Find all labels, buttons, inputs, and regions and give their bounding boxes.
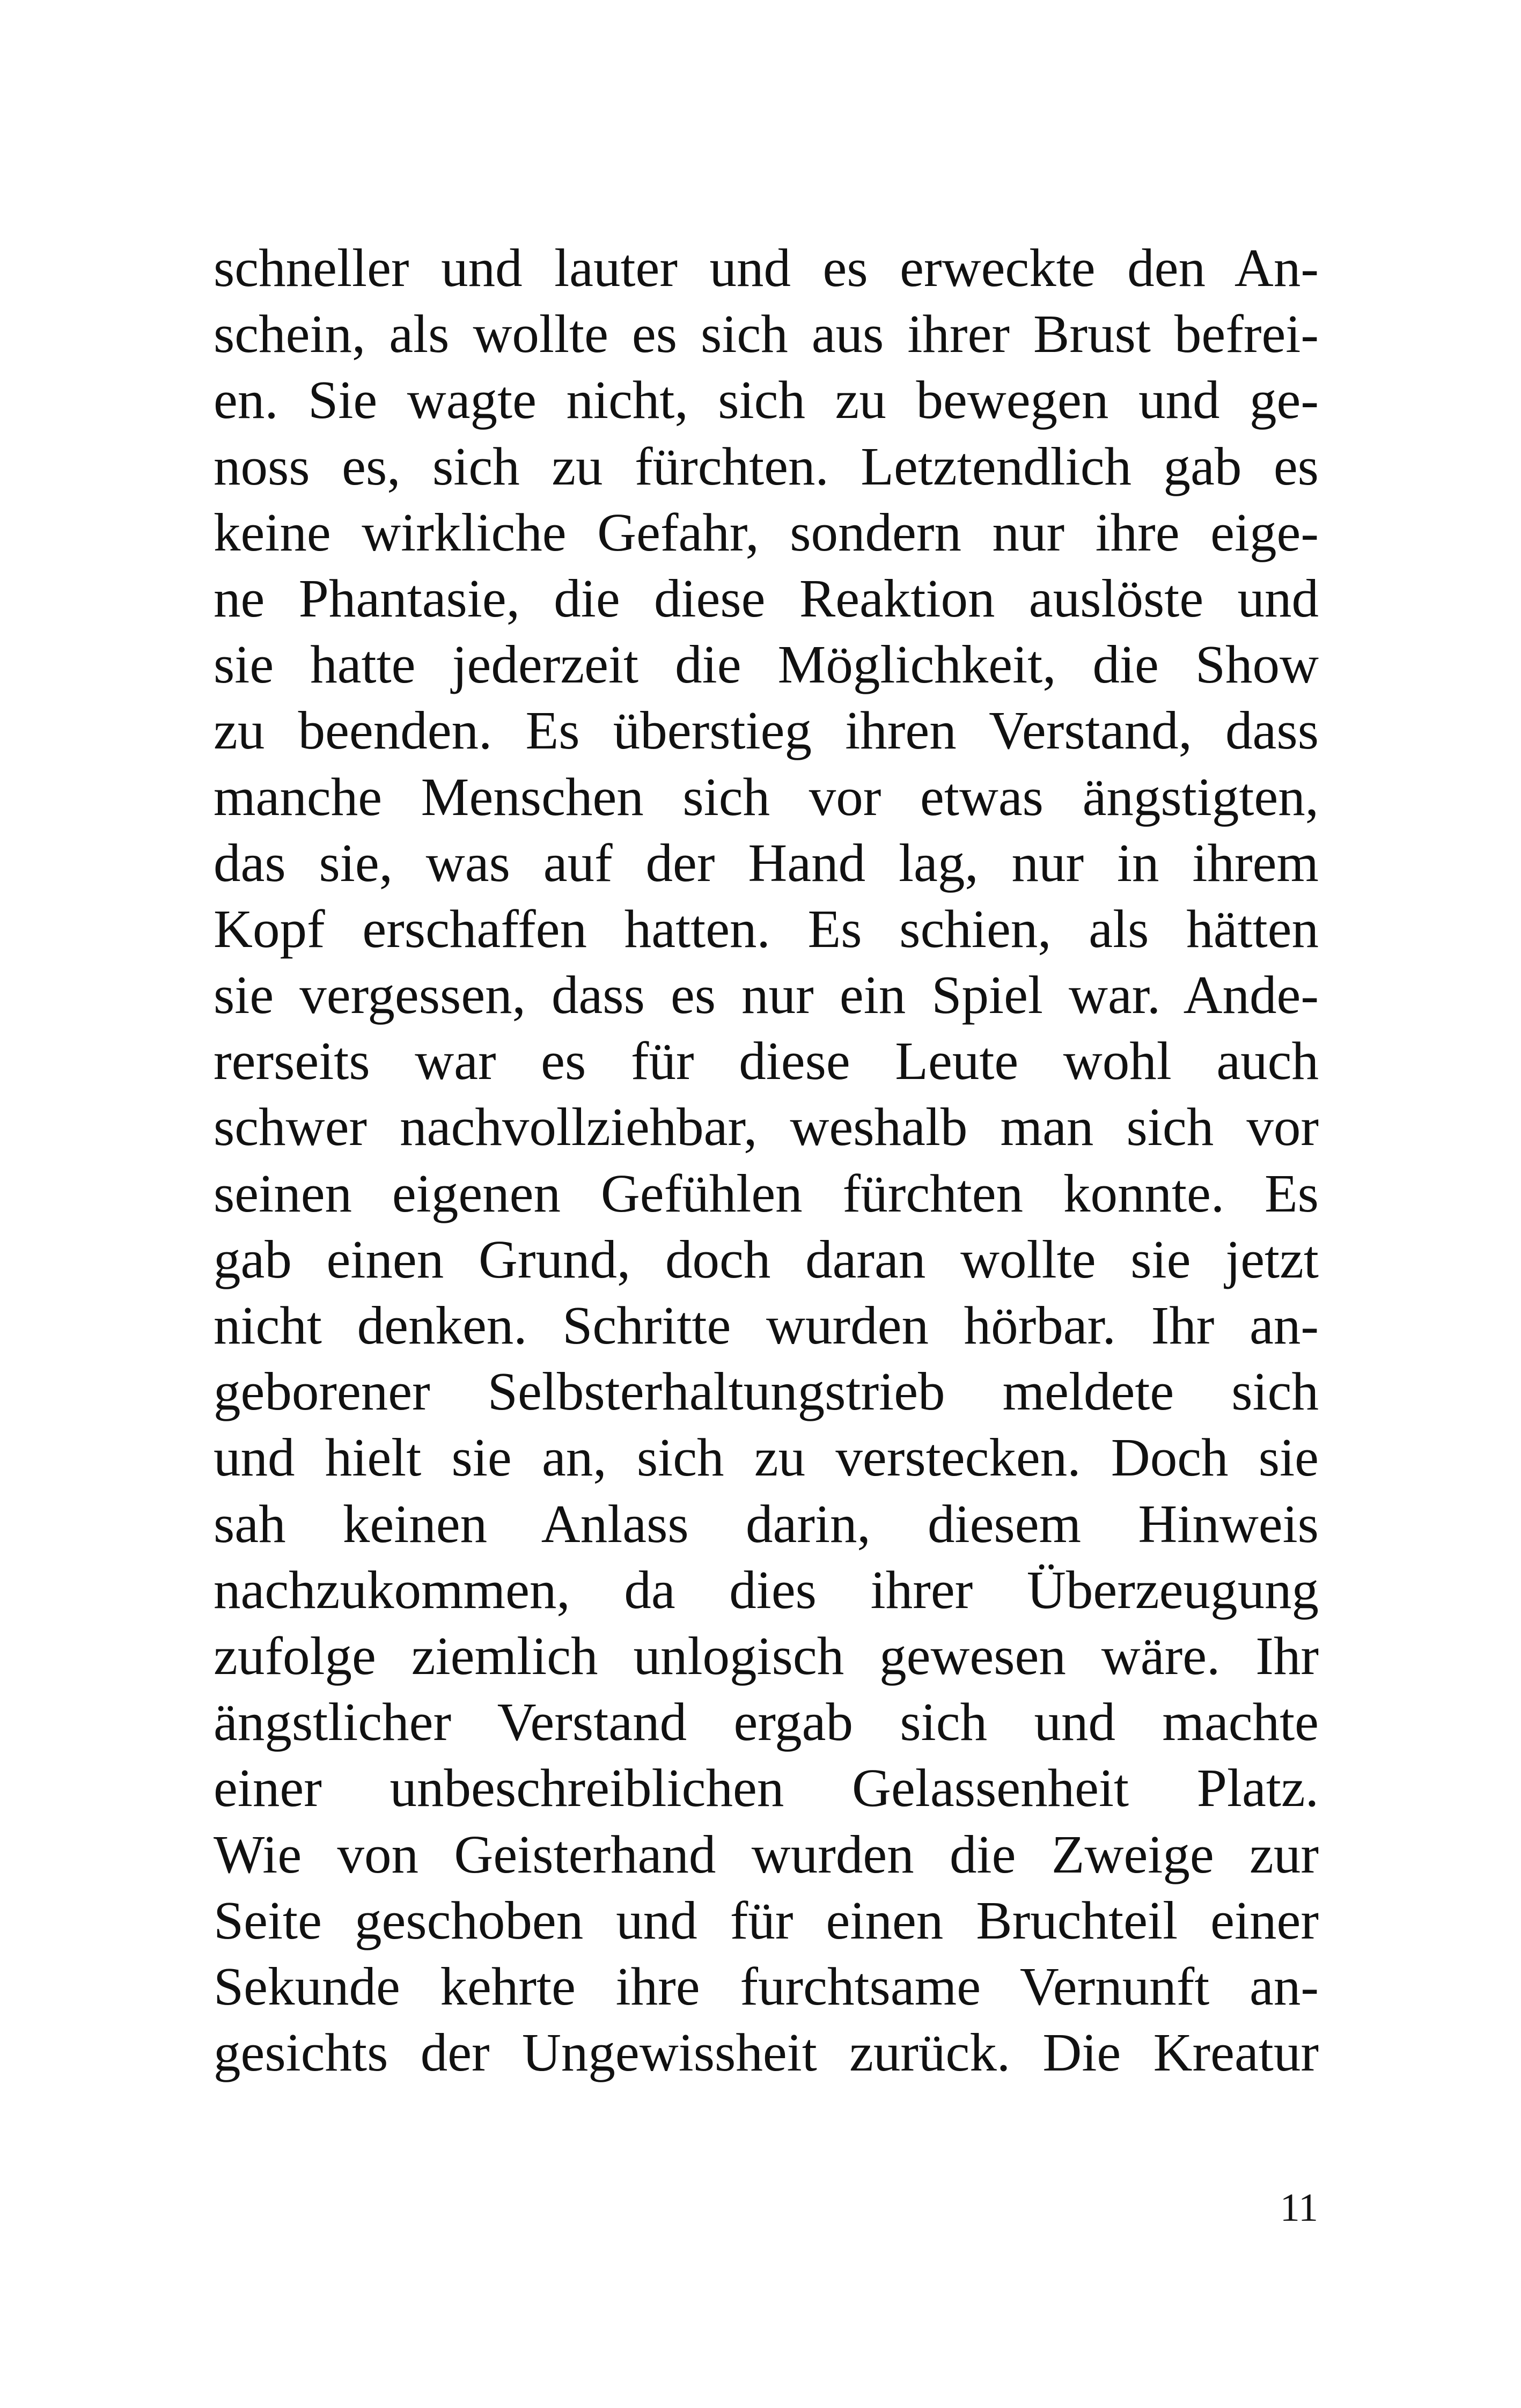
text-line: keine wirkliche Gefahr, sondern nur ihre eige- bbox=[214, 502, 1319, 562]
text-line: geborener Selbsterhaltungstrieb meldete sich bbox=[214, 1361, 1319, 1422]
text-line: manche Menschen sich vor etwas ängstigten, bbox=[214, 766, 1319, 827]
text-line: zufolge ziemlich unlogisch gewesen wäre. Ihr bbox=[214, 1625, 1319, 1686]
text-line: das sie, was auf der Hand lag, nur in ihrem bbox=[214, 832, 1319, 893]
text-line: einer unbeschreiblichen Gelassenheit Platz. bbox=[214, 1758, 1319, 1818]
text-line: ängstlicher Verstand ergab sich und machte bbox=[214, 1692, 1319, 1752]
text-line: seinen eigenen Gefühlen fürchten konnte. Es bbox=[214, 1163, 1319, 1223]
text-line: Sekunde kehrte ihre furchtsame Vernunft an- bbox=[214, 1956, 1319, 2016]
body-text bbox=[214, 235, 1319, 2086]
text-line: noss es, sich zu fürchten. Letztendlich gab es bbox=[214, 436, 1319, 496]
text-line: rerseits war es für diese Leute wohl auch bbox=[214, 1031, 1319, 1091]
text-line: en. Sie wagte nicht, sich zu bewegen und ge- bbox=[214, 370, 1319, 430]
text-line: gesichts der Ungewissheit zurück. Die Kreatur bbox=[214, 2022, 1319, 2083]
page-number: 11 bbox=[1280, 2186, 1318, 2230]
text-line: Wie von Geisterhand wurden die Zweige zur bbox=[214, 1824, 1319, 1884]
text-line: sie hatte jederzeit die Möglichkeit, die Show bbox=[214, 634, 1319, 695]
text-line: und hielt sie an, sich zu verstecken. Doch sie bbox=[214, 1427, 1319, 1488]
text-line: nachzukommen, da dies ihrer Überzeugung bbox=[214, 1559, 1319, 1620]
text-line: schein, als wollte es sich aus ihrer Brust befrei- bbox=[214, 304, 1319, 364]
text-line: schwer nachvollziehbar, weshalb man sich vor bbox=[214, 1097, 1319, 1157]
text-line: Kopf erschaffen hatten. Es schien, als hätten bbox=[214, 898, 1319, 959]
text-line: schneller und lauter und es erweckte den An- bbox=[214, 238, 1319, 298]
text-line: zu beenden. Es überstieg ihren Verstand, dass bbox=[214, 700, 1319, 761]
text-line: Seite geschoben und für einen Bruchteil einer bbox=[214, 1890, 1319, 1950]
text-line: gab einen Grund, doch daran wollte sie jetzt bbox=[214, 1229, 1319, 1289]
text-line: sah keinen Anlass darin, diesem Hinweis bbox=[214, 1493, 1319, 1554]
text-line: nicht denken. Schritte wurden hörbar. Ihr an- bbox=[214, 1295, 1319, 1355]
text-line: ne Phantasie, die diese Reaktion auslöste und bbox=[214, 568, 1319, 628]
text-line: sie vergessen, dass es nur ein Spiel war. Ande- bbox=[214, 965, 1319, 1025]
